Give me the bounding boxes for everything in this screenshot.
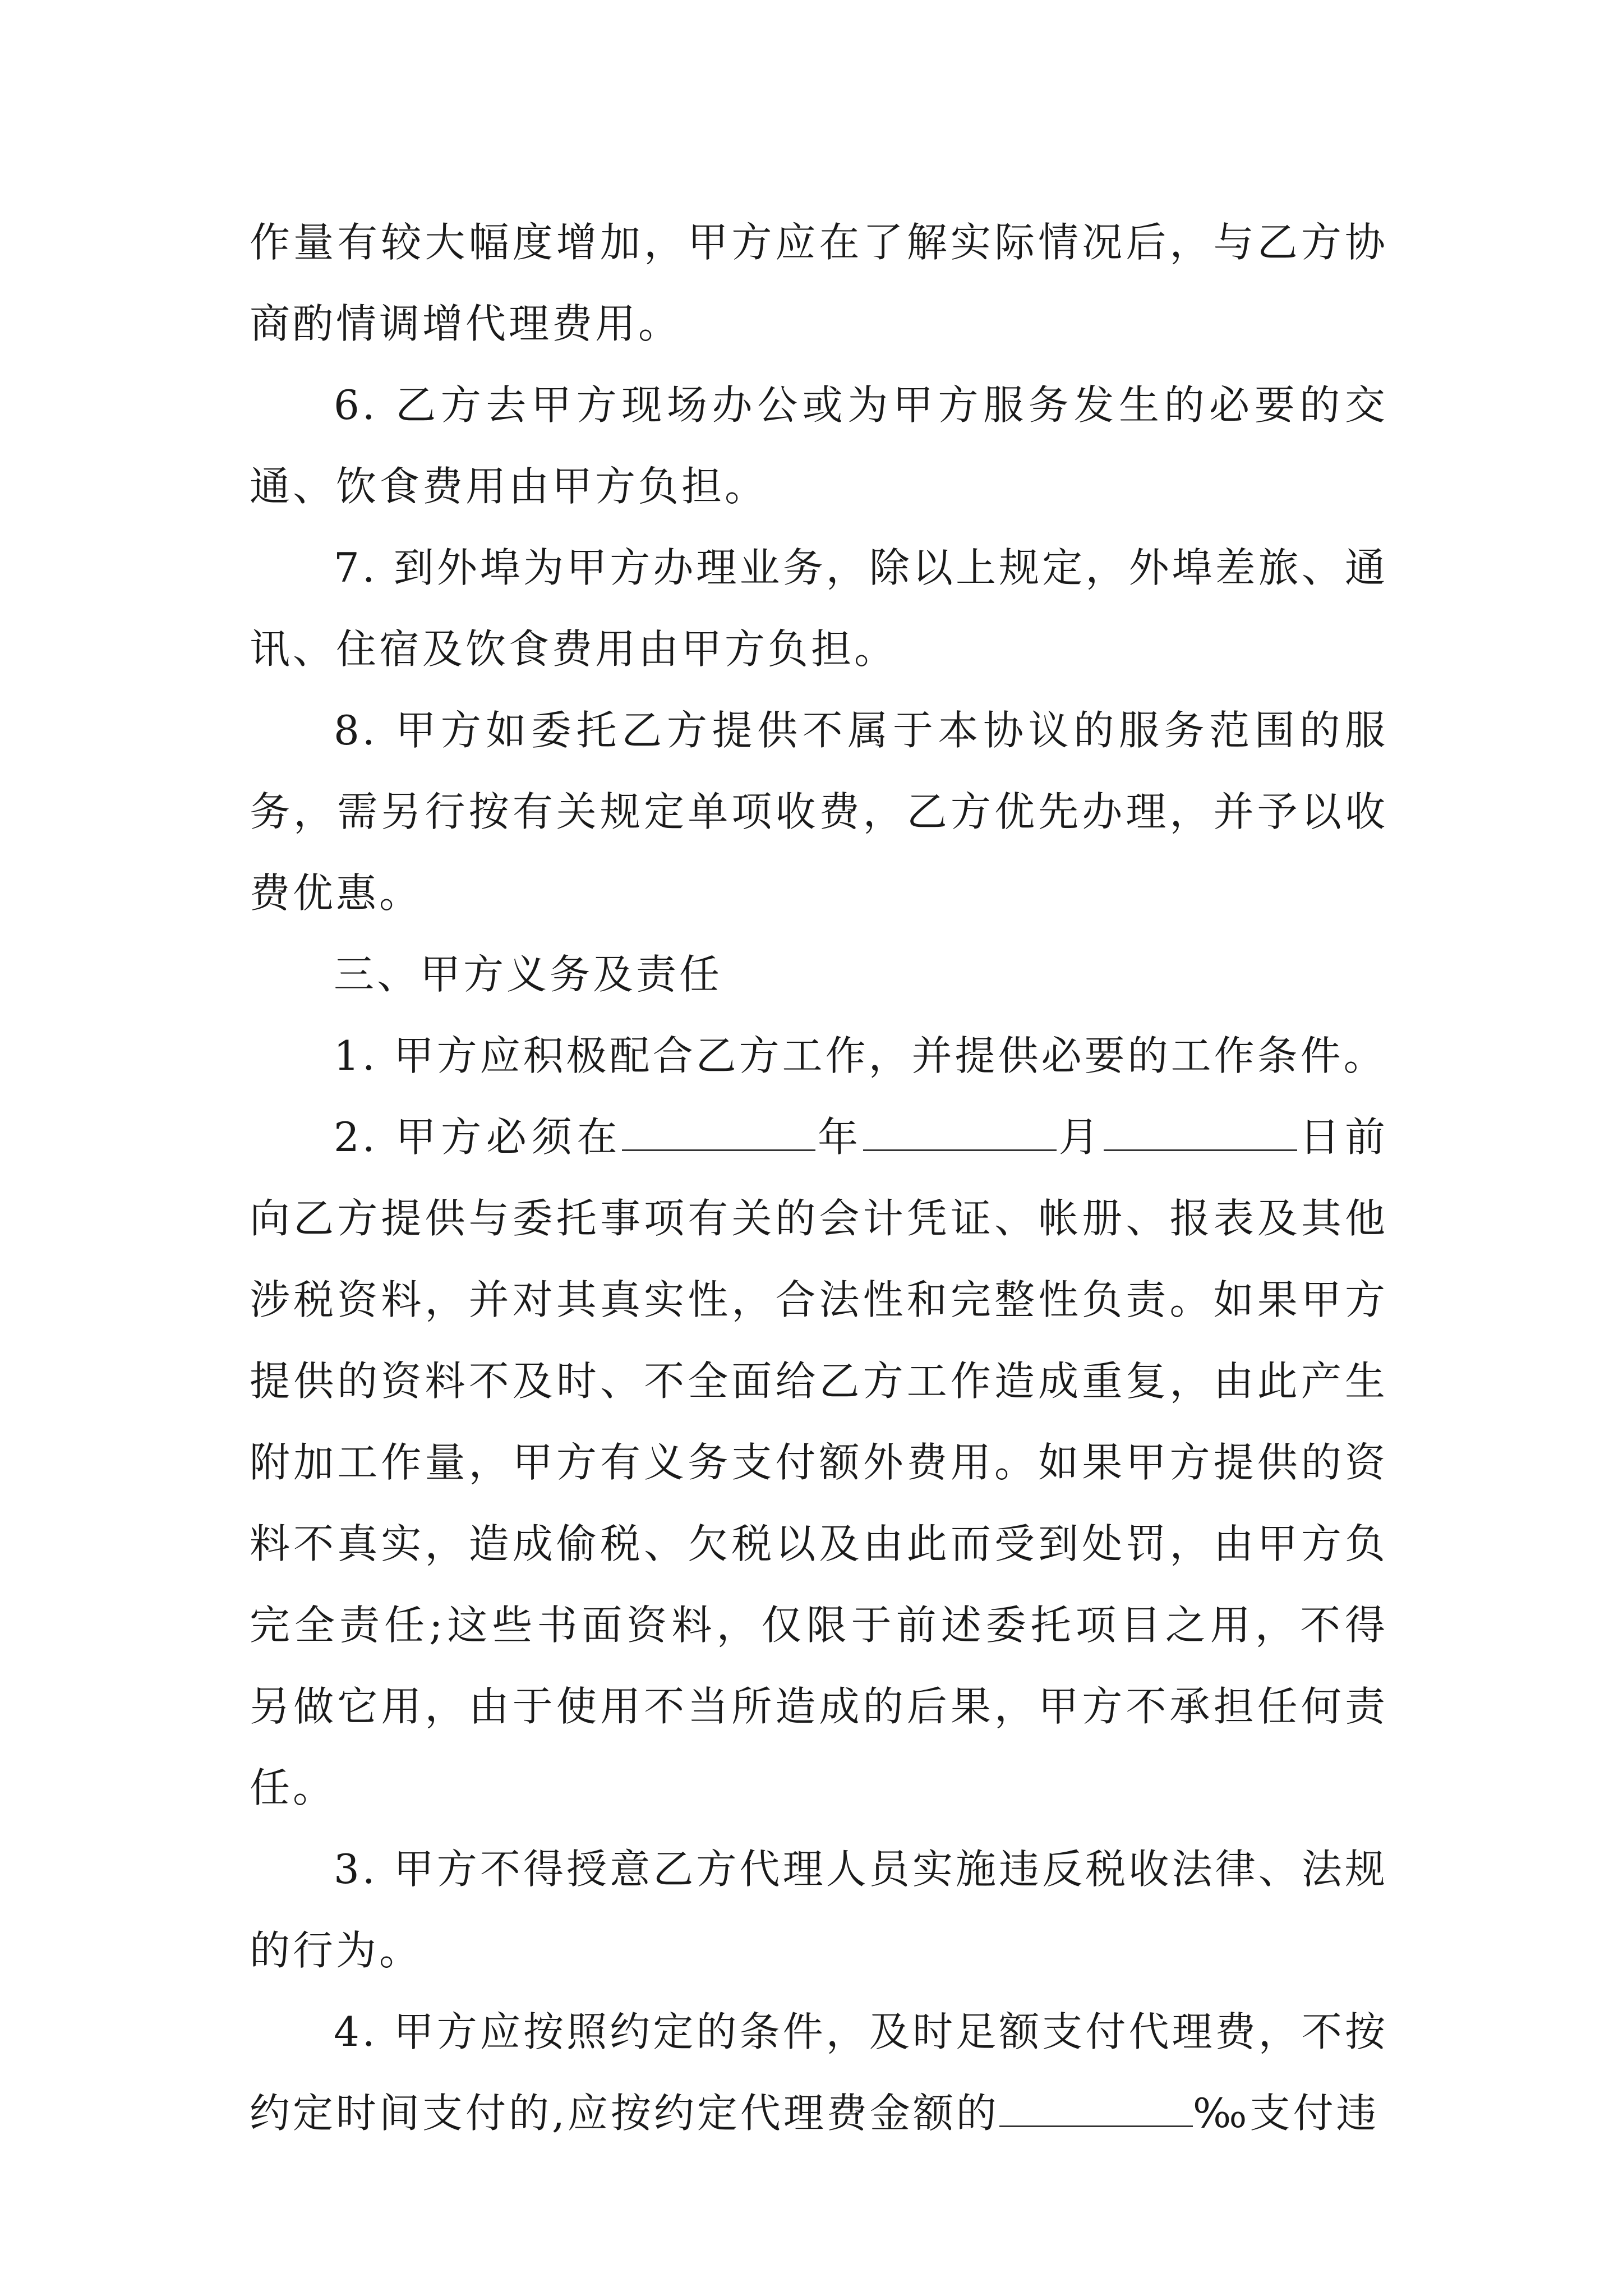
duty-4-tail-text: ‰支付违 [1192, 2090, 1380, 2137]
year-label: 年 [815, 1114, 863, 1161]
paragraph-item-6: 6. 乙方去甲方现场办公或为甲方服务发生的必要的交通、饮食费用由甲方负担。 [250, 381, 1388, 510]
paragraph-duty-1: 1. 甲方应积极配合乙方工作，并提供必要的工作条件。 [334, 1032, 1387, 1079]
document-body [250, 202, 1388, 2154]
section-heading-3: 三、甲方义务及责任 [334, 951, 723, 998]
paragraph-duty-2 [250, 1097, 1388, 1829]
month-blank[interactable] [863, 1109, 1057, 1151]
paragraph-duty-3: 3. 甲方不得授意乙方代理人员实施违反税收法律、法规的行为。 [250, 1846, 1388, 1974]
duty-2-lead-text: 2. 甲方必须在 [334, 1114, 623, 1161]
paragraph-item-7: 7. 到外埠为甲方办理业务，除以上规定，外埠差旅、通讯、住宿及饮食费用由甲方负担。 [250, 544, 1388, 673]
duty-2-body-text: 日前向乙方提供与委托事项有关的会计凭证、帐册、报表及其他涉税资料，并对其真实性，合法性和完整性负责。如果甲方提供的资料不及时、不全面给乙方工作造成重复，由此产生附加工作量，甲方有义务支付额外费用。如果甲方提供的资料不真实，造成偷税、欠税以及由此而受到处罚，由甲方负完全责任;这些书面资料，仅限于前述委托项目之用，不得另做它用，由于使用不当所造成的后果，甲方不承担任何责任。 [250, 1114, 1388, 1811]
permille-blank[interactable] [999, 2085, 1193, 2127]
paragraph-continuation: 作量有较大幅度增加，甲方应在了解实际情况后，与乙方协商酌情调增代理费用。 [250, 219, 1388, 347]
duty-4-lead-text: 4. 甲方应按照约定的条件，及时足额支付代理费，不按约定时间支付的,应按约定代理费金额的 [250, 2008, 1388, 2137]
month-label: 月 [1056, 1114, 1104, 1161]
paragraph-duty-4 [250, 1991, 1388, 2154]
year-blank[interactable] [622, 1109, 815, 1151]
paragraph-item-8: 8. 甲方如委托乙方提供不属于本协议的服务范围的服务，需另行按有关规定单项收费，乙方优先办理，并予以收费优惠。 [250, 707, 1388, 917]
day-blank[interactable] [1104, 1109, 1297, 1151]
